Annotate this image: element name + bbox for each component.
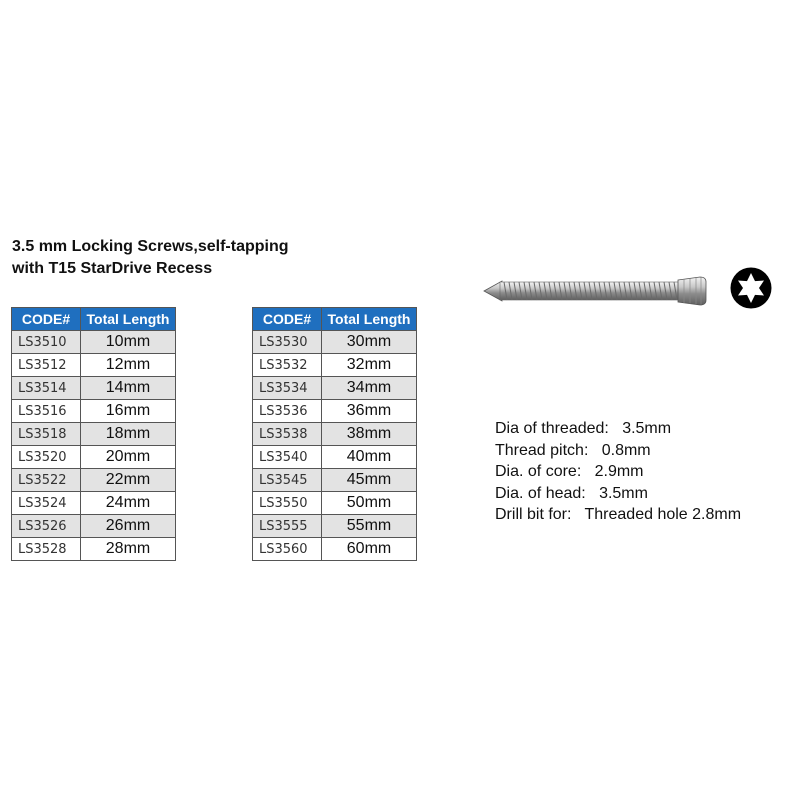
table-row bbox=[253, 469, 417, 492]
table-row bbox=[12, 492, 176, 515]
table-header-row bbox=[12, 308, 176, 331]
t15-star-recess-icon bbox=[729, 266, 773, 310]
table-body-right bbox=[253, 331, 417, 561]
table-row bbox=[12, 446, 176, 469]
spec-thread-diameter: Dia of threaded: 3.5mm bbox=[495, 420, 672, 437]
code-length-table-left bbox=[11, 307, 176, 561]
length-cell: 22mm bbox=[81, 469, 176, 492]
title-line-1: 3.5 mm Locking Screws,self-tapping bbox=[12, 238, 289, 255]
code-length-table-right bbox=[252, 307, 417, 561]
code-cell: LS3512 bbox=[12, 354, 81, 377]
length-cell: 38mm bbox=[322, 423, 417, 446]
table-row bbox=[12, 469, 176, 492]
length-cell: 45mm bbox=[322, 469, 417, 492]
table-row bbox=[253, 538, 417, 561]
code-cell: LS3520 bbox=[12, 446, 81, 469]
screw-specifications bbox=[495, 418, 741, 526]
code-cell: LS3524 bbox=[12, 492, 81, 515]
title-line-2: with T15 StarDrive Recess bbox=[12, 260, 213, 277]
table-row bbox=[12, 400, 176, 423]
table-header-row bbox=[253, 308, 417, 331]
length-cell: 24mm bbox=[81, 492, 176, 515]
length-cell: 60mm bbox=[322, 538, 417, 561]
code-cell: LS3510 bbox=[12, 331, 81, 354]
table-row bbox=[253, 423, 417, 446]
code-cell: LS3555 bbox=[253, 515, 322, 538]
length-cell: 34mm bbox=[322, 377, 417, 400]
header-code: CODE# bbox=[12, 308, 81, 331]
length-cell: 50mm bbox=[322, 492, 417, 515]
code-cell: LS3540 bbox=[253, 446, 322, 469]
header-code: CODE# bbox=[253, 308, 322, 331]
length-cell: 26mm bbox=[81, 515, 176, 538]
spec-drill-bit: Drill bit for: Threaded hole 2.8mm bbox=[495, 506, 742, 523]
table-row bbox=[253, 377, 417, 400]
code-cell: LS3530 bbox=[253, 331, 322, 354]
length-cell: 40mm bbox=[322, 446, 417, 469]
length-cell: 10mm bbox=[81, 331, 176, 354]
code-cell: LS3518 bbox=[12, 423, 81, 446]
table-row bbox=[12, 377, 176, 400]
table-row bbox=[253, 446, 417, 469]
table-row bbox=[253, 400, 417, 423]
table-row bbox=[12, 354, 176, 377]
screw-icon bbox=[478, 270, 710, 310]
table-row bbox=[253, 515, 417, 538]
length-cell: 12mm bbox=[81, 354, 176, 377]
length-cell: 28mm bbox=[81, 538, 176, 561]
length-cell: 16mm bbox=[81, 400, 176, 423]
code-cell: LS3534 bbox=[253, 377, 322, 400]
length-cell: 55mm bbox=[322, 515, 417, 538]
length-cell: 32mm bbox=[322, 354, 417, 377]
code-cell: LS3528 bbox=[12, 538, 81, 561]
length-cell: 18mm bbox=[81, 423, 176, 446]
length-cell: 36mm bbox=[322, 400, 417, 423]
code-cell: LS3516 bbox=[12, 400, 81, 423]
table-row bbox=[253, 354, 417, 377]
spec-core-diameter: Dia. of core: 2.9mm bbox=[495, 463, 644, 480]
spec-head-diameter: Dia. of head: 3.5mm bbox=[495, 484, 648, 502]
code-cell: LS3560 bbox=[253, 538, 322, 561]
code-cell: LS3532 bbox=[253, 354, 322, 377]
header-total-length: Total Length bbox=[322, 308, 417, 331]
table-row bbox=[253, 331, 417, 354]
product-title bbox=[12, 236, 289, 280]
code-cell: LS3545 bbox=[253, 469, 322, 492]
code-cell: LS3522 bbox=[12, 469, 81, 492]
table-body-left bbox=[12, 331, 176, 561]
table-row bbox=[253, 492, 417, 515]
code-cell: LS3550 bbox=[253, 492, 322, 515]
table-row bbox=[12, 423, 176, 446]
code-cell: LS3514 bbox=[12, 377, 81, 400]
code-cell: LS3526 bbox=[12, 515, 81, 538]
code-cell: LS3536 bbox=[253, 400, 322, 423]
length-cell: 20mm bbox=[81, 446, 176, 469]
length-cell: 14mm bbox=[81, 377, 176, 400]
code-cell: LS3538 bbox=[253, 423, 322, 446]
header-total-length: Total Length bbox=[81, 308, 176, 331]
table-row bbox=[12, 538, 176, 561]
spec-thread-pitch: Thread pitch: 0.8mm bbox=[495, 441, 651, 459]
length-cell: 30mm bbox=[322, 331, 417, 354]
table-row bbox=[12, 515, 176, 538]
table-row bbox=[12, 331, 176, 354]
